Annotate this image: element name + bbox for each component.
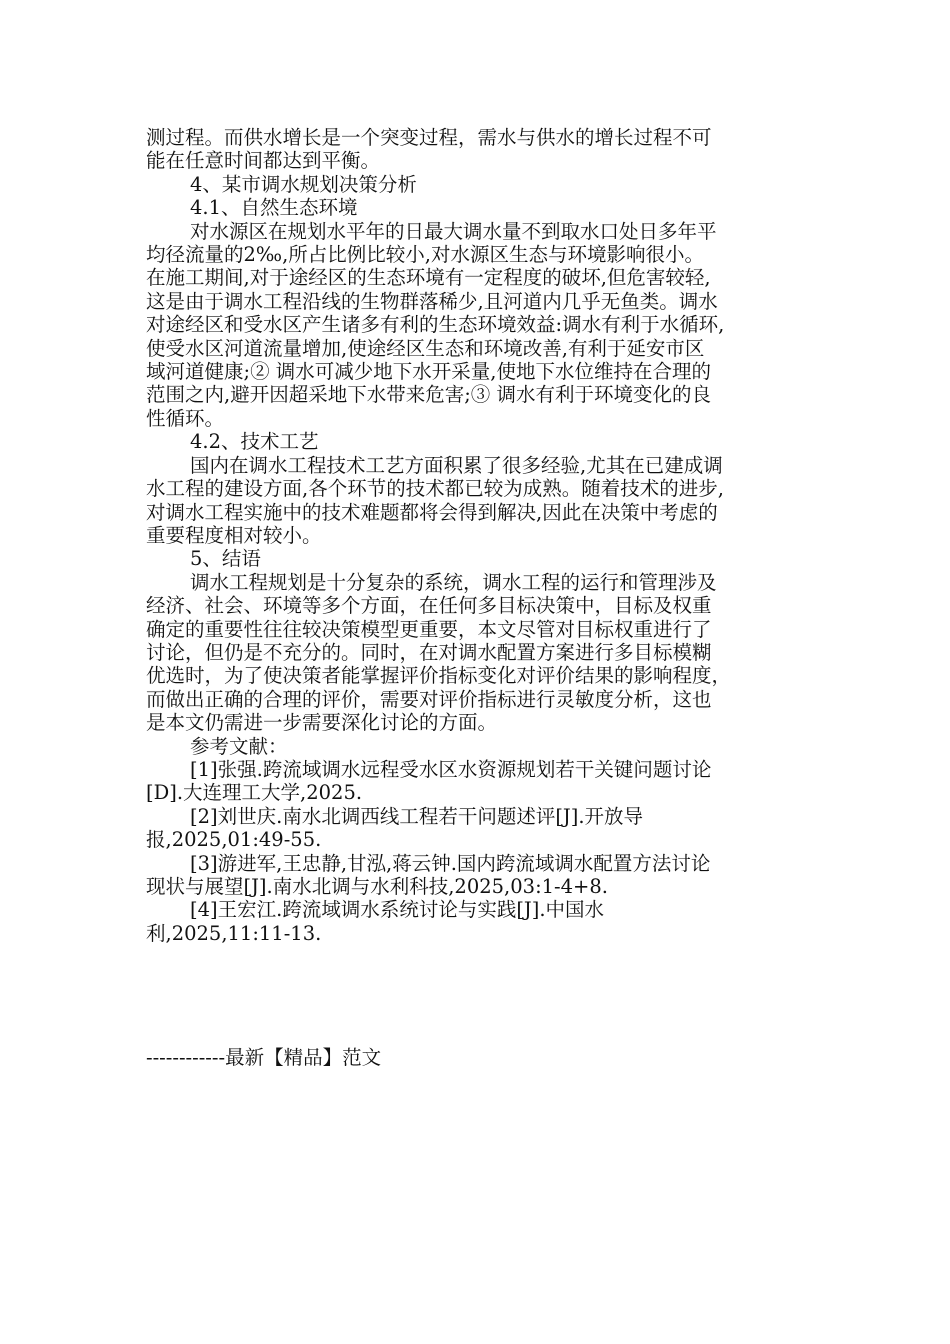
text-line: [D].大连理工大学,2025.: [146, 781, 363, 805]
document-body: [146, 126, 806, 945]
reference-item: [146, 805, 806, 852]
paragraph-ecology: [146, 220, 806, 431]
text-line: 这是由于调水工程沿线的生物群落稀少,且河道内几乎无鱼类。调水: [146, 289, 718, 313]
text-line: 优选时，为了使决策者能掌握评价指标变化对评价结果的影响程度，: [146, 664, 732, 688]
text-line: 重要程度相对较小。: [146, 523, 322, 547]
text-line: 对水源区在规划水平年的日最大调水量不到取水口处日多年平: [190, 219, 717, 243]
text-line: 调水工程规划是十分复杂的系统，调水工程的运行和管理涉及: [190, 570, 717, 594]
text-line: 报,2025,01:49-55.: [146, 828, 322, 852]
text-line: 水工程的建设方面,各个环节的技术都已较为成熟。随着技术的进步,: [146, 477, 724, 501]
text-line: 在施工期间,对于途经区的生态环境有一定程度的破坏,但危害较轻,: [146, 266, 711, 290]
text-line: 经济、社会、环境等多个方面，在任何多目标决策中，目标及权重: [146, 594, 712, 618]
text-line: 确定的重要性往往较决策模型更重要，本文尽管对目标权重进行了: [146, 617, 712, 641]
text-line: 能在任意时间都达到平衡。: [146, 149, 381, 173]
text-line: [3]游进军,王忠静,甘泓,蒋云钟.国内跨流域调水配置方法讨论: [190, 851, 711, 875]
paragraph-continuation: [146, 126, 806, 173]
reference-item: [146, 758, 806, 805]
paragraph-conclusion: [146, 571, 806, 735]
text-line: 范围之内,避开因超采地下水带来危害;③ 调水有利于环境变化的良: [146, 383, 711, 407]
section-heading-4-2: 4.2、技术工艺: [190, 430, 319, 454]
section-heading-4: 4、某市调水规划决策分析: [190, 172, 417, 196]
text-line: 利,2025,11:11-13.: [146, 921, 322, 945]
text-line: 对途经区和受水区产生诸多有利的生态环境效益:调水有利于水循环,: [146, 313, 725, 337]
text-line: 现状与展望[J].南水北调与水利科技,2025,03:1-4+8.: [146, 875, 608, 898]
text-line: 性循环。: [146, 406, 225, 430]
text-line: 域河道健康;② 调水可减少地下水开采量,使地下水位维持在合理的: [146, 360, 711, 384]
text-line: 测过程。而供水增长是一个突变过程，需水与供水的增长过程不可: [146, 126, 712, 149]
text-line: [1]张强.跨流域调水远程受水区水资源规划若干关键问题讨论: [190, 757, 712, 781]
reference-item: [146, 898, 806, 945]
text-line: 讨论，但仍是不充分的。同时，在对调水配置方案进行多目标模糊: [146, 640, 712, 664]
text-line: 均径流量的2‰,所占比例比较小,对水源区生态与环境影响很小。: [146, 243, 704, 267]
section-heading-4-1: 4.1、自然生态环境: [190, 196, 358, 220]
text-line: [2]刘世庆.南水北调西线工程若干问题述评[J].开放导: [190, 804, 644, 828]
text-line: 国内在调水工程技术工艺方面积累了很多经验,尤其在已建成调: [190, 453, 723, 477]
text-line: 使受水区河道流量增加,使途经区生态和环境改善,有利于延安市区: [146, 336, 705, 360]
references-heading: 参考文献：: [190, 734, 288, 758]
section-heading-5: 5、结语: [190, 547, 261, 571]
paragraph-technology: [146, 454, 806, 548]
text-line: 是本文仍需进一步需要深化讨论的方面。: [146, 711, 498, 735]
footer-banner: ------------最新【精品】范文: [146, 1046, 382, 1069]
reference-item: [146, 852, 806, 899]
text-line: 而做出正确的合理的评价，需要对评价指标进行灵敏度分析，这也: [146, 687, 712, 711]
text-line: [4]王宏江.跨流域调水系统讨论与实践[J].中国水: [190, 898, 605, 922]
text-line: 对调水工程实施中的技术难题都将会得到解决,因此在决策中考虑的: [146, 500, 718, 524]
